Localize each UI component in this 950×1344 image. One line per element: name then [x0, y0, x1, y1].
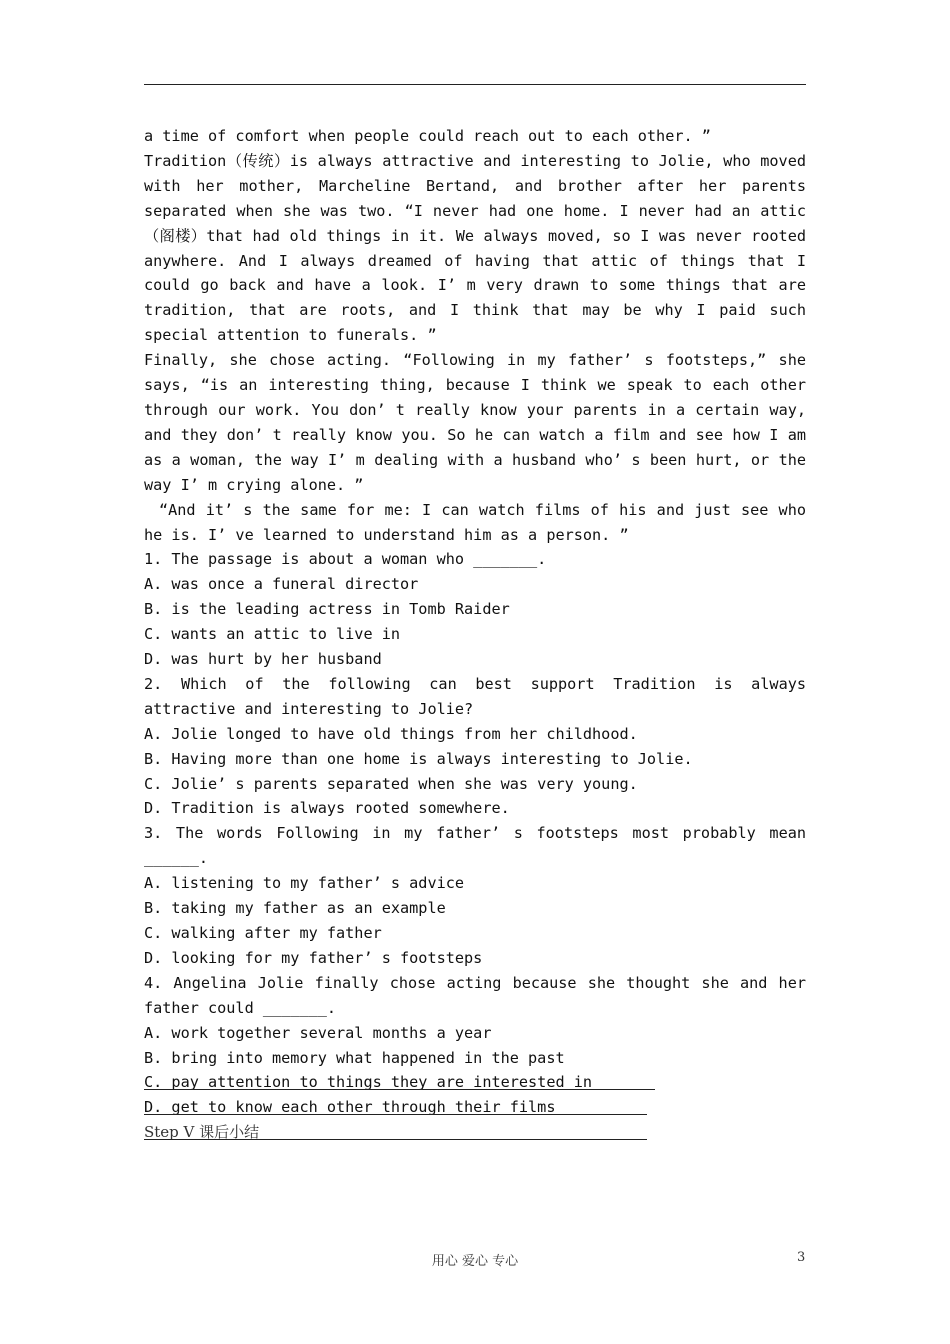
- question-3: [144, 821, 806, 970]
- option-d: D. Tradition is always rooted somewhere.: [144, 799, 510, 818]
- question-2: [144, 672, 806, 821]
- option-b: B. bring into memory what happened in the past: [144, 1048, 565, 1067]
- passage-paragraph-1: a time of comfort when people could reach out to each other. ”: [144, 127, 711, 145]
- passage-paragraph-2: Tradition（传统）is always attractive and interesting to Jolie, who moved with her mother, Marcheline Bertand, and brother after her parents separated when she was two. “I never had one home. I never had an attic（阁楼）that had old things in it. We always moved, so I was never rooted anywhere. And I always dreamed of having that attic of things that I could go back and have a look. I’ m very drawn to some things that are tradition, that are roots, and I think that may be why I paid such special attention to funerals. ”: [144, 151, 806, 345]
- option-b: B. taking my father as an example: [144, 899, 446, 918]
- footer-motto: 用心 爱心 专心: [431, 1254, 519, 1269]
- answer-line-2: [144, 1114, 647, 1115]
- answer-line-1: [144, 1089, 655, 1090]
- option-a: A. listening to my father’ s advice: [144, 874, 465, 893]
- question-4: [144, 971, 806, 1120]
- question-stem: 3. The words Following in my father’ s footsteps most probably mean ______.: [144, 824, 806, 868]
- header-rule: [144, 84, 806, 85]
- option-a: A. work together several months a year: [144, 1023, 492, 1042]
- option-b: B. is the leading actress in Tomb Raider: [144, 600, 510, 619]
- passage-paragraph-4: “And it’ s the same for me: I can watch films of his and just see who he is. I’ ve learned to understand him as a person. ”: [144, 500, 806, 544]
- option-c: C. wants an attic to live in: [144, 625, 401, 644]
- option-d: D. get to know each other through their films: [144, 1098, 556, 1117]
- option-a: A. was once a funeral director: [144, 575, 419, 594]
- option-c: C. walking after my father: [144, 924, 382, 942]
- answer-line-3: [144, 1139, 647, 1140]
- option-b: B. Having more than one home is always interesting to Jolie.: [144, 749, 693, 768]
- document-body: [144, 124, 806, 1145]
- question-stem: 2. Which of the following can best support Tradition is always attractive and interesting to Jolie?: [144, 674, 806, 718]
- question-1: [144, 547, 806, 672]
- page-number: 3: [797, 1250, 806, 1265]
- passage-paragraph-3: Finally, she chose acting. “Following in my father’ s footsteps,” she says, “is an interesting thing, because I think we speak to each other through our work. You don’ t really know your parents in a certain way, and they don’ t really know you. So he can watch a film and see how I am as a woman, the way I’ m dealing with a husband who’ s been hurt, or the way I’ m crying alone. ”: [144, 351, 806, 494]
- option-d: D. looking for my father’ s footsteps: [144, 948, 483, 967]
- option-d: D. was hurt by her husband: [144, 650, 382, 669]
- question-stem: 4. Angelina Jolie finally chose acting because she thought she and her father could _______.: [144, 973, 806, 1017]
- option-a: A. Jolie longed to have old things from her childhood.: [144, 724, 638, 743]
- option-c: C. Jolie’ s parents separated when she was very young.: [144, 774, 638, 793]
- question-stem: 1. The passage is about a woman who _______.: [144, 550, 547, 569]
- option-c: C. pay attention to things they are interested in: [144, 1073, 593, 1092]
- step-heading: Step V 课后小结: [144, 1123, 260, 1142]
